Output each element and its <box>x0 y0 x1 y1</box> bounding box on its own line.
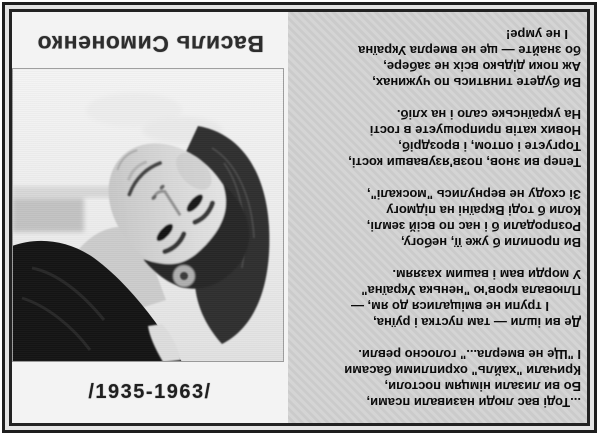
poem-panel <box>288 12 587 423</box>
poem-line: Тепер ви знов, позв'язувавши кості, <box>348 154 581 170</box>
poem-line: Нових катів припрошуєте в гості <box>369 122 581 138</box>
poem-line: І не умре! <box>505 26 568 42</box>
poem-line: Розпродали б і нас по всій землі, <box>366 218 581 234</box>
poem-line: Бо ви лизали німцям постоли, <box>384 378 581 394</box>
poet-name-title: Василь Симоненко <box>36 31 264 58</box>
poem-line: Торгуєте і оптом, і вроздріб, <box>398 138 581 154</box>
poem-line: Плювала кров'ю "ненька Україна" <box>361 282 581 298</box>
poem-line: Ви пропили б уже її, небогу, <box>400 234 581 250</box>
poem-line: ...Тоді вас люди називали псами, <box>366 394 581 410</box>
poem-line: І "Ще не вмерла..." голосно ревли. <box>358 346 581 362</box>
memorial-card <box>12 12 288 423</box>
poem-line: Ви будете тинятись по чужинах, <box>372 74 581 90</box>
poem-line: На українське сало і на хліб. <box>396 106 581 122</box>
picture-frame-bevel <box>5 5 594 430</box>
poem-line: Коли б тоді Вкраїні на підмогу <box>386 202 581 218</box>
poem-line: Зі сходу не вернулись "москалі", <box>366 186 581 202</box>
picture-frame-inner <box>9 9 590 426</box>
poem-line: бо знайте — ще не вмерла Україна <box>358 42 581 58</box>
poem <box>288 26 587 410</box>
poem-stanza <box>291 106 581 170</box>
poem-stanza <box>291 186 581 250</box>
poem-stanza <box>291 26 581 90</box>
life-dates-caption: /1935-1963/ <box>88 381 212 403</box>
poem-line: Аж поки дідько всіх не забере, <box>383 58 581 74</box>
poem-line: І трупи не вміщалися до ям, — <box>350 298 549 314</box>
poem-line: Де ви ішли — там пустка і руїна, <box>373 314 581 330</box>
portrait-photo <box>12 68 284 362</box>
portrait-svg <box>12 68 284 362</box>
poem-stanza <box>291 346 581 410</box>
poem-line: Кричали "хайль" охриплими басами <box>344 362 581 378</box>
picture-frame <box>2 2 597 433</box>
poem-line: У морди вам і вашим хазяям. <box>392 266 581 282</box>
poem-stanza <box>291 266 581 330</box>
